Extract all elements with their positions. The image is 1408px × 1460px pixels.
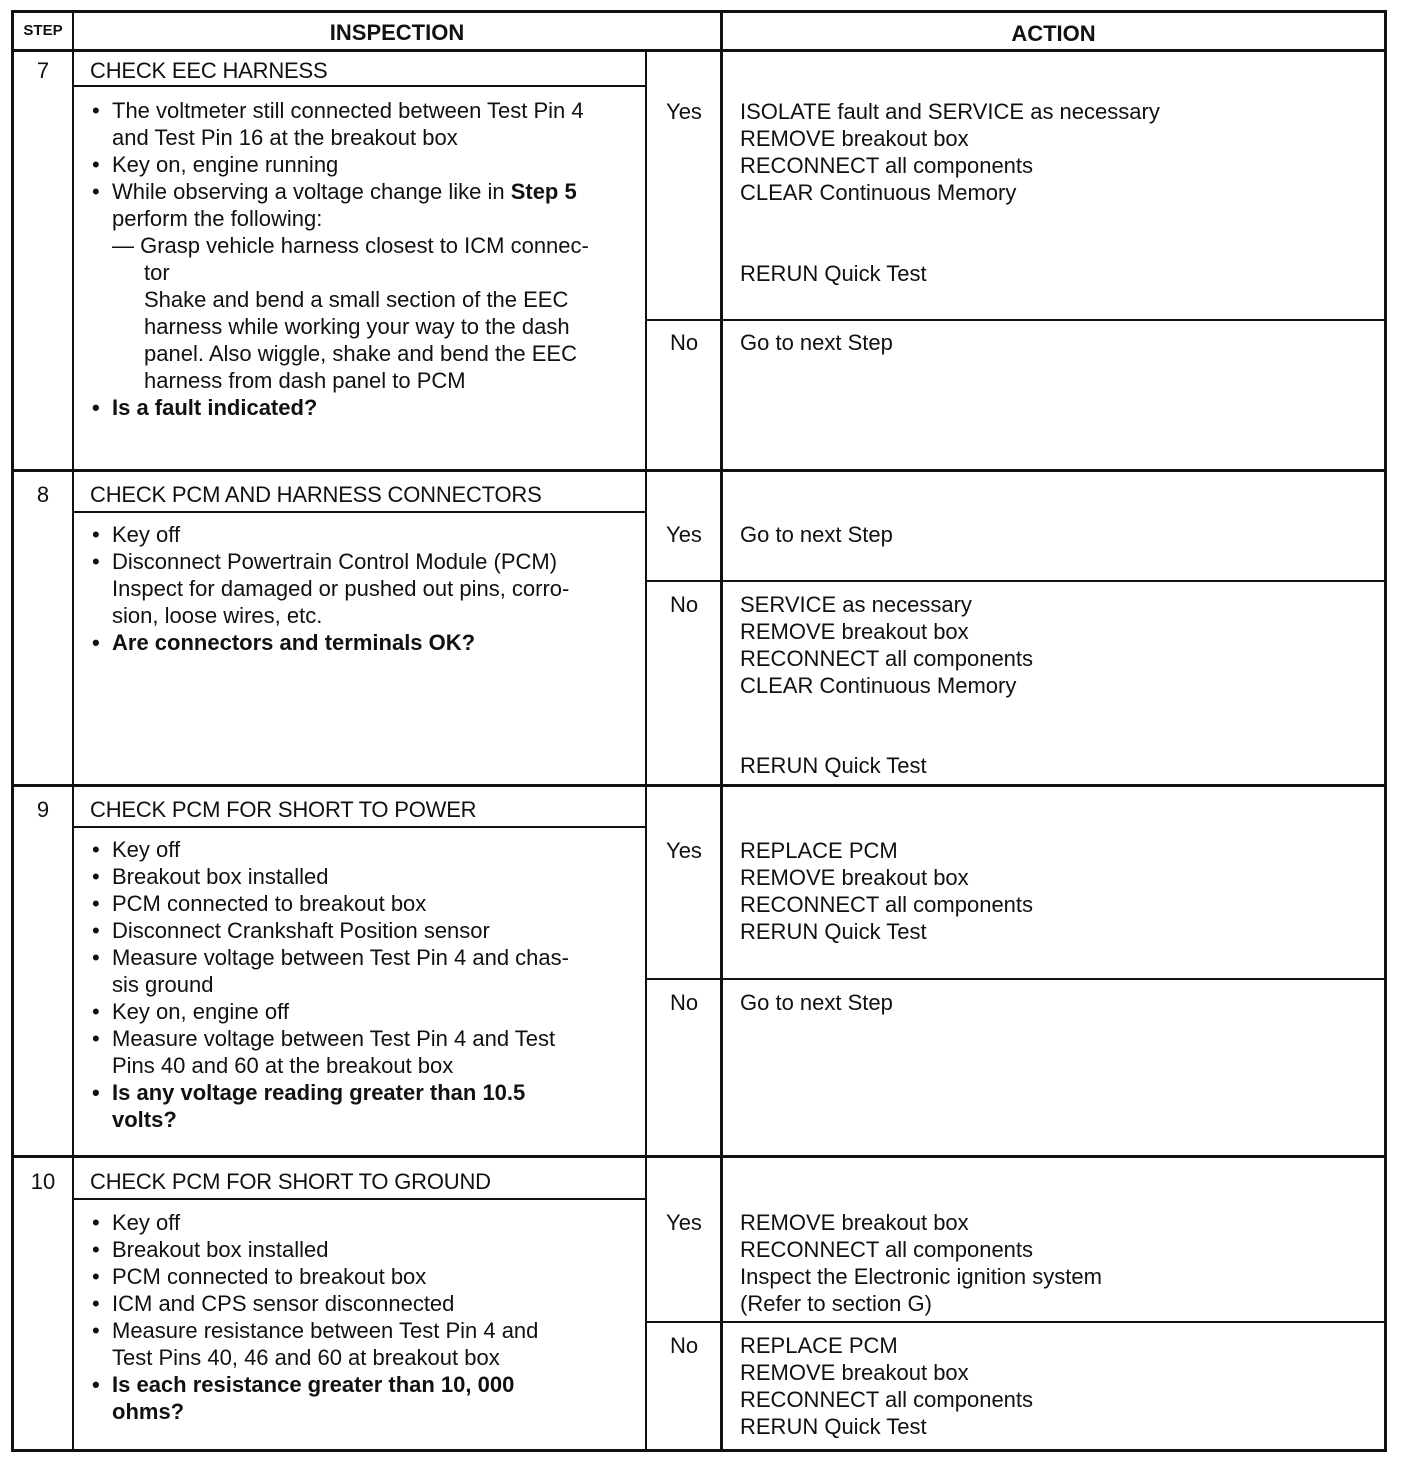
inspection-line <box>112 178 577 205</box>
inspection-line: PCM connected to breakout box <box>112 1264 427 1289</box>
step-number: 8 <box>36 482 50 507</box>
step-title: CHECK PCM FOR SHORT TO GROUND <box>90 1169 491 1194</box>
inspection-line: PCM connected to breakout box <box>112 891 427 916</box>
action-header: ACTION <box>1011 21 1096 46</box>
step-header: STEP <box>23 22 63 39</box>
action-line: REPLACE PCM <box>740 1333 898 1358</box>
table-border-bottom <box>11 1449 1387 1452</box>
no-label: No <box>669 1333 699 1358</box>
bullet: • <box>92 1372 100 1397</box>
action-line: Go to next Step <box>740 522 893 547</box>
bullet: • <box>92 1080 100 1105</box>
action-line: ISOLATE fault and SERVICE as necessary <box>740 99 1160 124</box>
bullet: • <box>92 395 100 420</box>
inspection-subline: panel. Also wiggle, shake and bend the EEC <box>144 341 577 366</box>
action-line: RERUN Quick Test <box>740 753 927 778</box>
bullet: • <box>92 152 100 177</box>
bullet: • <box>92 179 100 204</box>
bullet: • <box>92 837 100 862</box>
inspection-line: Measure resistance between Test Pin 4 and <box>112 1318 539 1343</box>
inspection-question: volts? <box>112 1107 177 1132</box>
inspection-line-text: While observing a voltage change like in <box>112 179 505 204</box>
action-line: CLEAR Continuous Memory <box>740 673 1017 698</box>
bullet: • <box>92 1318 100 1343</box>
inspection-subline: Shake and bend a small section of the EEC <box>144 287 569 312</box>
inspection-line: and Test Pin 16 at the breakout box <box>112 125 458 150</box>
bullet: • <box>92 630 100 655</box>
action-line: REMOVE breakout box <box>740 126 969 151</box>
bullet: • <box>92 999 100 1024</box>
inspection-header: INSPECTION <box>329 20 465 45</box>
action-line: REMOVE breakout box <box>740 865 969 890</box>
action-line: CLEAR Continuous Memory <box>740 180 1017 205</box>
action-line: RECONNECT all components <box>740 1237 1034 1262</box>
yes-label: Yes <box>666 838 702 863</box>
action-line: REMOVE breakout box <box>740 1210 969 1235</box>
step-number: 7 <box>36 58 50 83</box>
table-border-top <box>11 10 1387 13</box>
inspection-line: ICM and CPS sensor disconnected <box>112 1291 455 1316</box>
bullet: • <box>92 864 100 889</box>
title-underline <box>72 1198 646 1200</box>
no-label: No <box>669 990 699 1015</box>
action-line: REMOVE breakout box <box>740 619 969 644</box>
step-reference: Step 5 <box>510 179 577 204</box>
table-border-left <box>11 10 14 1452</box>
yes-no-separator <box>645 580 1387 582</box>
action-line: REMOVE breakout box <box>740 1360 969 1385</box>
step-separator <box>11 784 1387 787</box>
step-column-divider <box>72 10 74 1452</box>
yes-label: Yes <box>666 522 702 547</box>
step-number: 9 <box>36 797 50 822</box>
inspection-line: Inspect for damaged or pushed out pins, corro- <box>112 576 570 601</box>
action-line: REPLACE PCM <box>740 838 898 863</box>
bullet: • <box>92 522 100 547</box>
inspection-line: Key off <box>112 522 181 547</box>
yes-no-separator <box>645 1321 1387 1323</box>
no-label: No <box>669 330 699 355</box>
header-divider <box>11 49 1387 52</box>
action-line: (Refer to section G) <box>740 1291 932 1316</box>
table-border-right <box>1384 10 1387 1452</box>
inspection-line: sion, loose wires, etc. <box>112 603 323 628</box>
inspection-question: Is any voltage reading greater than 10.5 <box>112 1080 526 1105</box>
inspection-line: Breakout box installed <box>112 1237 329 1262</box>
step-title: CHECK PCM AND HARNESS CONNECTORS <box>90 482 542 507</box>
bullet: • <box>92 891 100 916</box>
inspection-line: Key off <box>112 1210 181 1235</box>
inspection-question: Is each resistance greater than 10, 000 <box>112 1372 515 1397</box>
inspection-line: Breakout box installed <box>112 864 329 889</box>
inspection-subline: — Grasp vehicle harness closest to ICM connec- <box>112 233 589 258</box>
action-line: RERUN Quick Test <box>740 1414 927 1439</box>
inspection-line: perform the following: <box>112 206 323 231</box>
step-title: CHECK EEC HARNESS <box>90 58 328 83</box>
inspection-line: Key on, engine running <box>112 152 339 177</box>
bullet: • <box>92 98 100 123</box>
yes-label: Yes <box>666 1210 702 1235</box>
inspection-line: Pins 40 and 60 at the breakout box <box>112 1053 454 1078</box>
inspection-subline: harness while working your way to the dash <box>144 314 570 339</box>
bullet: • <box>92 1264 100 1289</box>
bullet: • <box>92 549 100 574</box>
inspection-question: Is a fault indicated? <box>112 395 318 420</box>
step-separator <box>11 469 1387 472</box>
bullet: • <box>92 1210 100 1235</box>
yes-no-separator <box>645 319 1387 321</box>
bullet: • <box>92 918 100 943</box>
action-line: RERUN Quick Test <box>740 919 927 944</box>
title-underline <box>72 511 646 513</box>
inspection-line: Key off <box>112 837 181 862</box>
inspection-line: sis ground <box>112 972 214 997</box>
no-label: No <box>669 592 699 617</box>
action-line: RECONNECT all components <box>740 1387 1034 1412</box>
yes-label: Yes <box>666 99 702 124</box>
action-line: Go to next Step <box>740 990 893 1015</box>
yesno-column-divider <box>645 52 647 1452</box>
step-title: CHECK PCM FOR SHORT TO POWER <box>90 797 477 822</box>
step-separator <box>11 1155 1387 1158</box>
bullet: • <box>92 945 100 970</box>
inspection-line: Disconnect Powertrain Control Module (PCM) <box>112 549 558 574</box>
action-line: RECONNECT all components <box>740 646 1034 671</box>
inspection-line: Measure voltage between Test Pin 4 and chas- <box>112 945 569 970</box>
yes-no-separator <box>645 978 1387 980</box>
action-line: Go to next Step <box>740 330 893 355</box>
inspection-line: Measure voltage between Test Pin 4 and Test <box>112 1026 556 1051</box>
step-number: 10 <box>30 1169 56 1194</box>
inspection-line: Key on, engine off <box>112 999 289 1024</box>
inspection-question: Are connectors and terminals OK? <box>112 630 476 655</box>
action-line: Inspect the Electronic ignition system <box>740 1264 1102 1289</box>
action-line: SERVICE as necessary <box>740 592 972 617</box>
title-underline <box>72 826 646 828</box>
inspection-line: The voltmeter still connected between Test Pin 4 <box>112 98 584 123</box>
action-line: RECONNECT all components <box>740 892 1034 917</box>
title-underline <box>72 85 646 87</box>
action-line: RERUN Quick Test <box>740 261 927 286</box>
inspection-line: Disconnect Crankshaft Position sensor <box>112 918 490 943</box>
inspection-subline: harness from dash panel to PCM <box>144 368 466 393</box>
bullet: • <box>92 1237 100 1262</box>
inspection-question: ohms? <box>112 1399 185 1424</box>
inspection-subline: tor <box>144 260 170 285</box>
bullet: • <box>92 1291 100 1316</box>
action-line: RECONNECT all components <box>740 153 1034 178</box>
inspection-line: Test Pins 40, 46 and 60 at breakout box <box>112 1345 500 1370</box>
bullet: • <box>92 1026 100 1051</box>
